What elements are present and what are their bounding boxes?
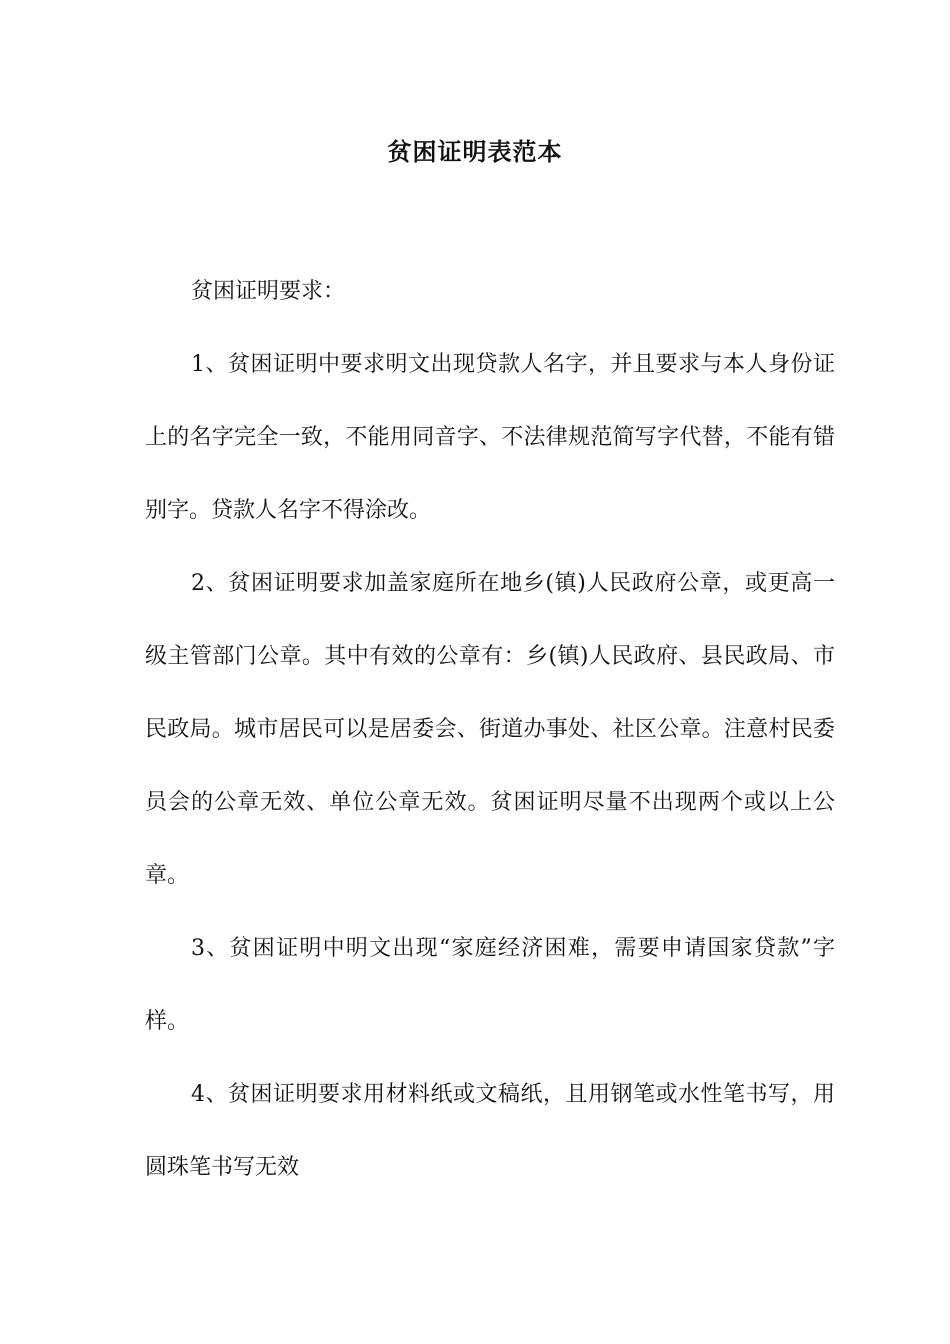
requirement-paragraph-4: 4、贫困证明要求用材料纸或文稿纸，且用钢笔或水性笔书写，用圆珠笔书写无效 xyxy=(145,1082,835,1180)
requirement-paragraph-2: 2、贫困证明要求加盖家庭所在地乡(镇)人民政府公章，或更高一级主管部门公章。其中有效的公章有：乡(镇)人民政府、县民政局、市民政局。城市居民可以是居委会、街道办事处、社区公章。注意村民委员会的公章无效、单位公章无效。贫困证明尽量不出现两个或以上公章。 xyxy=(145,571,835,888)
document-body xyxy=(145,255,835,1204)
requirements-heading: 贫困证明要求： xyxy=(191,279,346,304)
requirement-paragraph-1: 1、贫困证明中要求明文出现贷款人名字，并且要求与本人身份证上的名字完全一致，不能用同音字、不法律规范简写字代替，不能有错别字。贷款人名字不得涂改。 xyxy=(145,352,835,523)
requirement-paragraph-3: 3、贫困证明中明文出现“家庭经济困难，需要申请国家贷款”字样。 xyxy=(145,936,835,1034)
document-title: 贫困证明表范本 xyxy=(387,137,563,166)
